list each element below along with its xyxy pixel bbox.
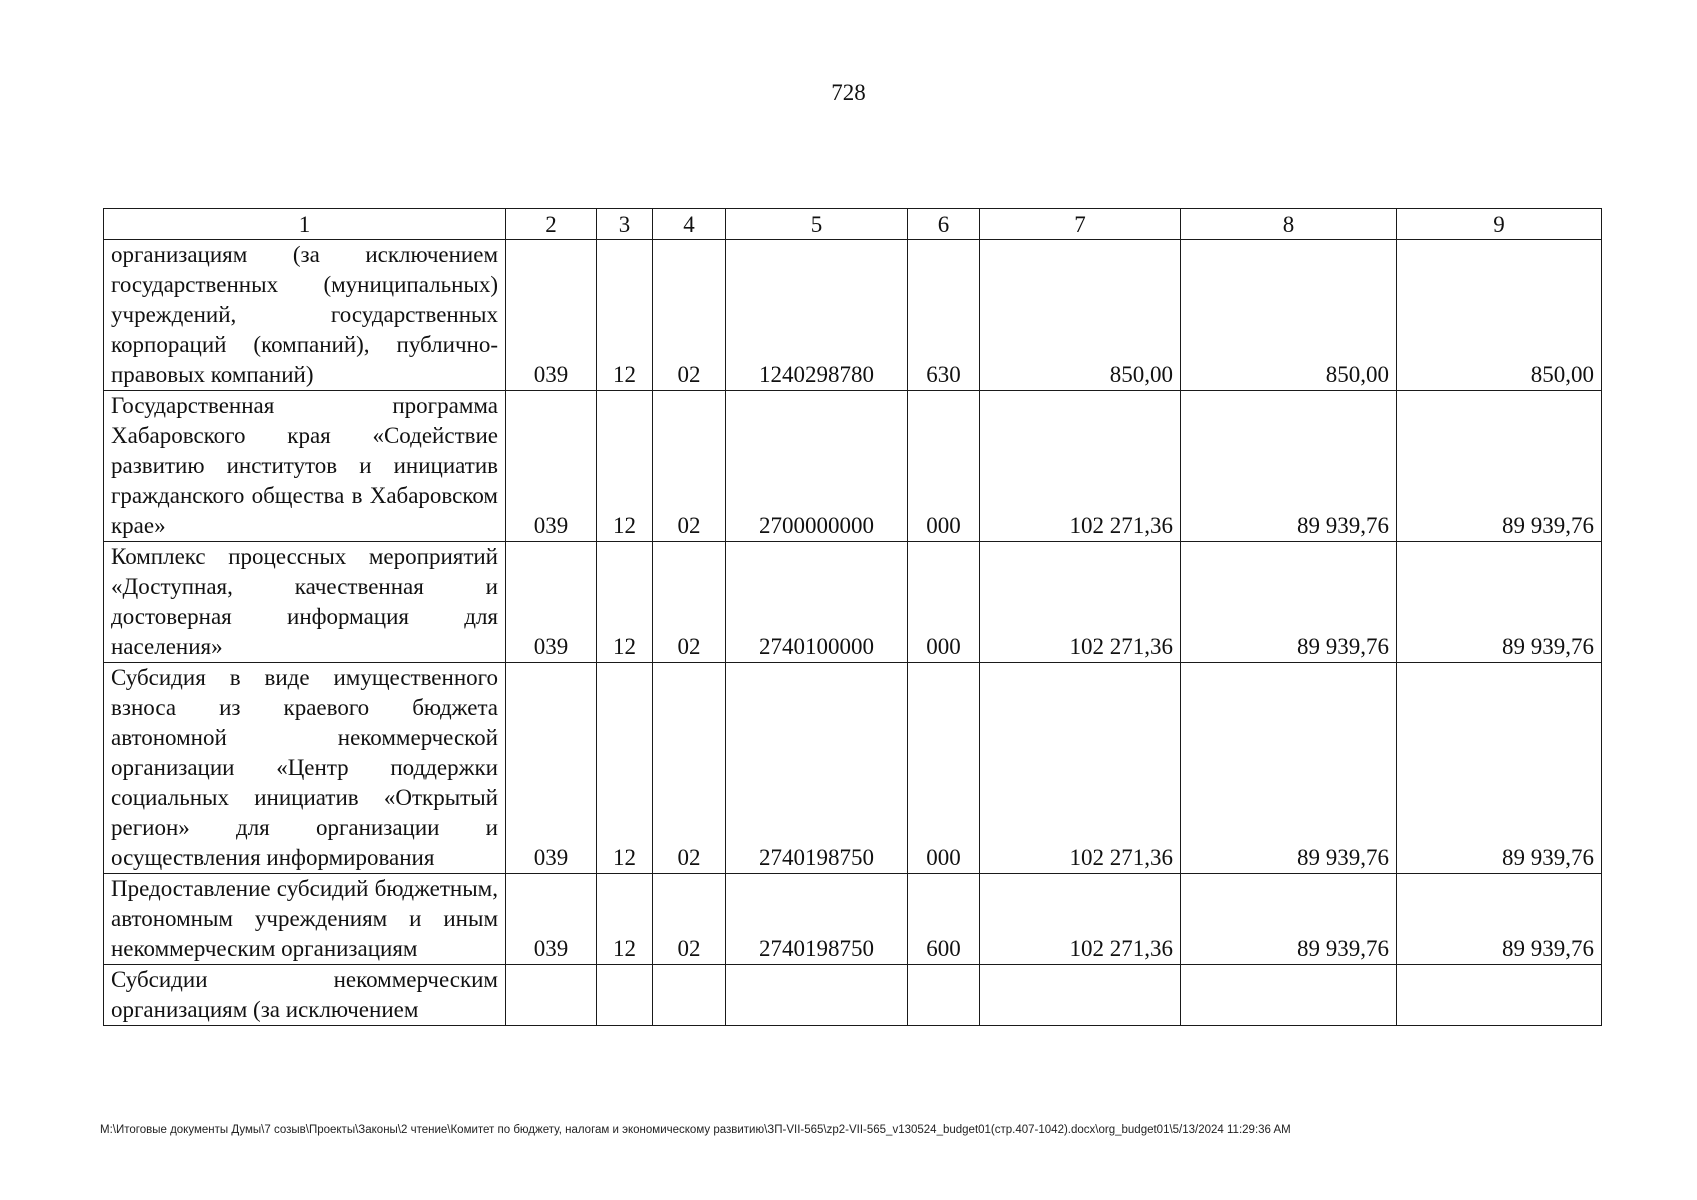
cell-target-article: 1240298780 — [726, 240, 908, 391]
row-name: Государственная программа Хабаровского края «Содействие развитию институтов и инициатив гражданского общества в Хабаровском крае» — [104, 391, 506, 542]
cell-amount-7 — [980, 965, 1181, 1026]
cell-target-article: 2740198750 — [726, 663, 908, 874]
cell-target-article: 2700000000 — [726, 391, 908, 542]
cell-target-article — [726, 965, 908, 1026]
cell-expense-type: 600 — [908, 874, 980, 965]
table-row — [104, 874, 1602, 965]
cell-amount-9: 89 939,76 — [1397, 663, 1602, 874]
row-name: Субсидия в виде имущественного взноса из краевого бюджета автономной некоммерческой организации «Центр поддержки социальных инициатив «Открытый регион» для организации и осуществления информирования — [104, 663, 506, 874]
table-row — [104, 240, 1602, 391]
cell-amount-9 — [1397, 965, 1602, 1026]
cell-target-article: 2740198750 — [726, 874, 908, 965]
column-header-row — [104, 209, 1602, 240]
cell-admin-code — [506, 965, 597, 1026]
cell-section: 12 — [597, 663, 653, 874]
page-number: 728 — [831, 80, 866, 105]
cell-expense-type: 000 — [908, 542, 980, 663]
cell-amount-7: 850,00 — [980, 240, 1181, 391]
cell-amount-8: 89 939,76 — [1181, 663, 1397, 874]
column-header-7: 7 — [980, 209, 1181, 240]
budget-table — [103, 208, 1602, 1026]
table-row — [104, 391, 1602, 542]
cell-amount-8: 89 939,76 — [1181, 542, 1397, 663]
cell-subsection: 02 — [653, 663, 726, 874]
cell-amount-9: 89 939,76 — [1397, 391, 1602, 542]
cell-amount-9: 850,00 — [1397, 240, 1602, 391]
cell-admin-code: 039 — [506, 240, 597, 391]
row-name: Предоставление субсидий бюджетным, автономным учреждениям и иным некоммерческим организациям — [104, 874, 506, 965]
cell-section: 12 — [597, 391, 653, 542]
cell-section — [597, 965, 653, 1026]
cell-amount-9: 89 939,76 — [1397, 542, 1602, 663]
column-header-4: 4 — [653, 209, 726, 240]
cell-expense-type: 000 — [908, 663, 980, 874]
cell-section: 12 — [597, 542, 653, 663]
row-name: организациям (за исключением государственных (муниципальных) учреждений, государственных корпораций (компаний), публично-правовых компаний) — [104, 240, 506, 391]
cell-amount-7: 102 271,36 — [980, 874, 1181, 965]
cell-subsection: 02 — [653, 391, 726, 542]
document-file-path: M:\Итоговые документы Думы\7 созыв\Проекты\Законы\2 чтение\Комитет по бюджету, налогам и экономическому развитию\ЗП-VII-565\zp2-VII-565_v130524_budget01(стр.407-1042).docx\org_budget01\5/13/2024 11:29:36 AM — [100, 1124, 1291, 1136]
column-header-5: 5 — [726, 209, 908, 240]
cell-amount-7: 102 271,36 — [980, 542, 1181, 663]
cell-section: 12 — [597, 874, 653, 965]
cell-subsection: 02 — [653, 240, 726, 391]
row-name: Комплекс процессных мероприятий «Доступная, качественная и достоверная информация для населения» — [104, 542, 506, 663]
cell-amount-7: 102 271,36 — [980, 663, 1181, 874]
cell-expense-type: 000 — [908, 391, 980, 542]
row-name: Субсидии некоммерческим организациям (за исключением — [104, 965, 506, 1026]
cell-admin-code: 039 — [506, 663, 597, 874]
cell-amount-8: 89 939,76 — [1181, 391, 1397, 542]
cell-amount-9: 89 939,76 — [1397, 874, 1602, 965]
cell-expense-type: 630 — [908, 240, 980, 391]
cell-subsection: 02 — [653, 874, 726, 965]
cell-amount-8: 89 939,76 — [1181, 874, 1397, 965]
table-row — [104, 965, 1602, 1026]
cell-amount-8: 850,00 — [1181, 240, 1397, 391]
cell-target-article: 2740100000 — [726, 542, 908, 663]
table-row — [104, 542, 1602, 663]
cell-expense-type — [908, 965, 980, 1026]
cell-admin-code: 039 — [506, 542, 597, 663]
column-header-8: 8 — [1181, 209, 1397, 240]
column-header-1: 1 — [104, 209, 506, 240]
cell-admin-code: 039 — [506, 874, 597, 965]
cell-admin-code: 039 — [506, 391, 597, 542]
table-row — [104, 663, 1602, 874]
column-header-6: 6 — [908, 209, 980, 240]
cell-section: 12 — [597, 240, 653, 391]
column-header-3: 3 — [597, 209, 653, 240]
cell-amount-7: 102 271,36 — [980, 391, 1181, 542]
cell-subsection — [653, 965, 726, 1026]
cell-amount-8 — [1181, 965, 1397, 1026]
column-header-2: 2 — [506, 209, 597, 240]
cell-subsection: 02 — [653, 542, 726, 663]
column-header-9: 9 — [1397, 209, 1602, 240]
